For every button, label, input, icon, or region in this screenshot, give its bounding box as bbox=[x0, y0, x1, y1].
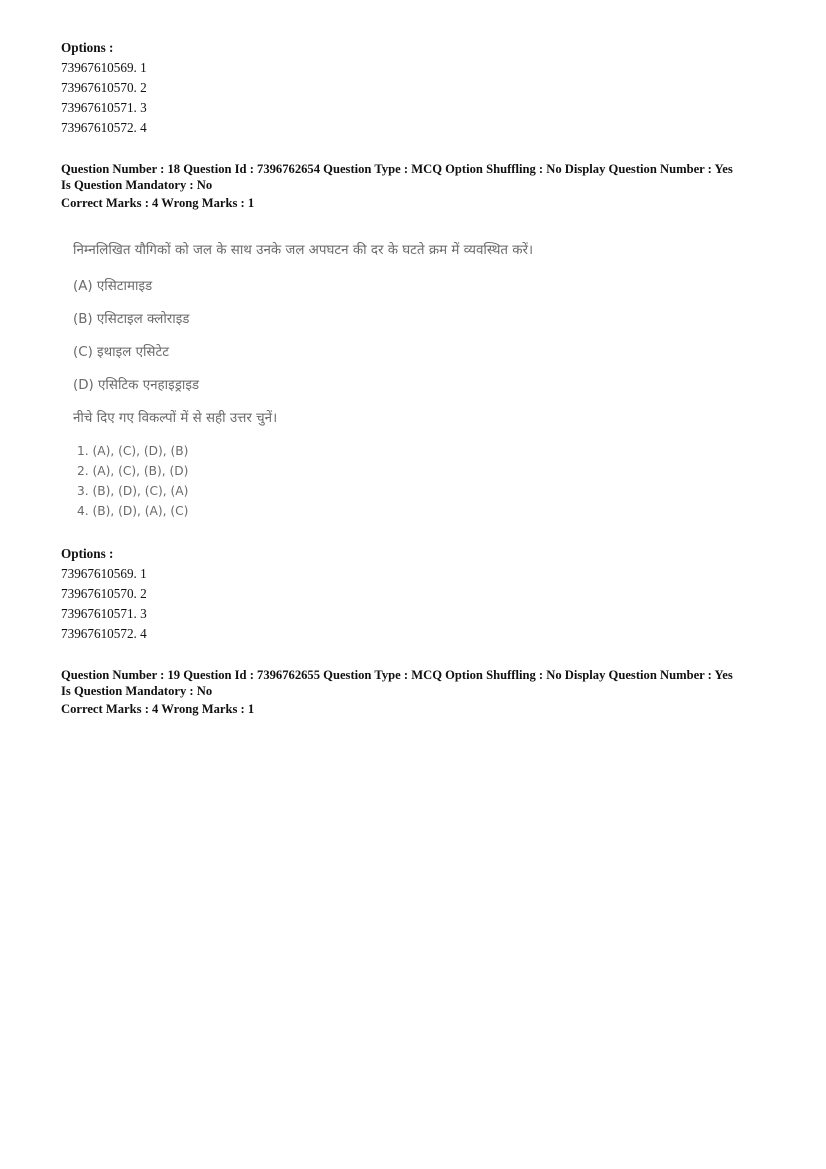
option-item: 73967610572. 4 bbox=[61, 626, 147, 641]
answer-choice: 4. (B), (D), (A), (C) bbox=[77, 504, 189, 518]
question-item: (B) एसिटाइल क्लोराइड bbox=[73, 312, 190, 327]
question-meta-line: Question Number : 18 Question Id : 7396762654 Question Type : MCQ Option Shuffling : No Display Question Number : Yes bbox=[61, 162, 733, 176]
option-item: 73967610569. 1 bbox=[61, 566, 147, 581]
question-mandatory-line: Is Question Mandatory : No bbox=[61, 177, 213, 192]
option-item: 73967610570. 2 bbox=[61, 80, 147, 95]
option-item: 73967610571. 3 bbox=[61, 100, 147, 115]
question-18-options-block bbox=[61, 544, 801, 644]
question-meta-line: Question Number : 19 Question Id : 7396762655 Question Type : MCQ Option Shuffling : No Display Question Number : Yes bbox=[61, 668, 733, 682]
option-item: 73967610571. 3 bbox=[61, 606, 147, 621]
answer-choice: 1. (A), (C), (D), (B) bbox=[77, 444, 189, 458]
question-instruction: नीचे दिए गए विकल्पों में से सही उत्तर चुनें। bbox=[73, 411, 278, 426]
option-item: 73967610570. 2 bbox=[61, 586, 147, 601]
question-marks-line: Correct Marks : 4 Wrong Marks : 1 bbox=[61, 196, 255, 210]
option-item: 73967610572. 4 bbox=[61, 120, 147, 135]
answer-choice: 2. (A), (C), (B), (D) bbox=[77, 464, 189, 478]
options-label: Options : bbox=[61, 40, 114, 55]
question-19-header bbox=[61, 668, 801, 718]
question-mandatory-line: Is Question Mandatory : No bbox=[61, 683, 213, 698]
options-label: Options : bbox=[61, 546, 114, 561]
question-stem: निम्नलिखित यौगिकों को जल के साथ उनके जल अपघटन की दर के घटते क्रम में व्यवस्थित करें। bbox=[73, 243, 534, 258]
option-item: 73967610569. 1 bbox=[61, 60, 147, 75]
question-item: (D) एसिटिक एनहाइड्राइड bbox=[73, 378, 200, 393]
question-marks-line: Correct Marks : 4 Wrong Marks : 1 bbox=[61, 702, 255, 716]
question-18-body bbox=[73, 236, 633, 526]
answer-choice: 3. (B), (D), (C), (A) bbox=[77, 484, 189, 498]
question-item: (C) इथाइल एसिटेट bbox=[73, 345, 169, 360]
top-options-block bbox=[61, 38, 801, 138]
question-item: (A) एसिटामाइड bbox=[73, 279, 153, 294]
question-18-header bbox=[61, 162, 801, 212]
